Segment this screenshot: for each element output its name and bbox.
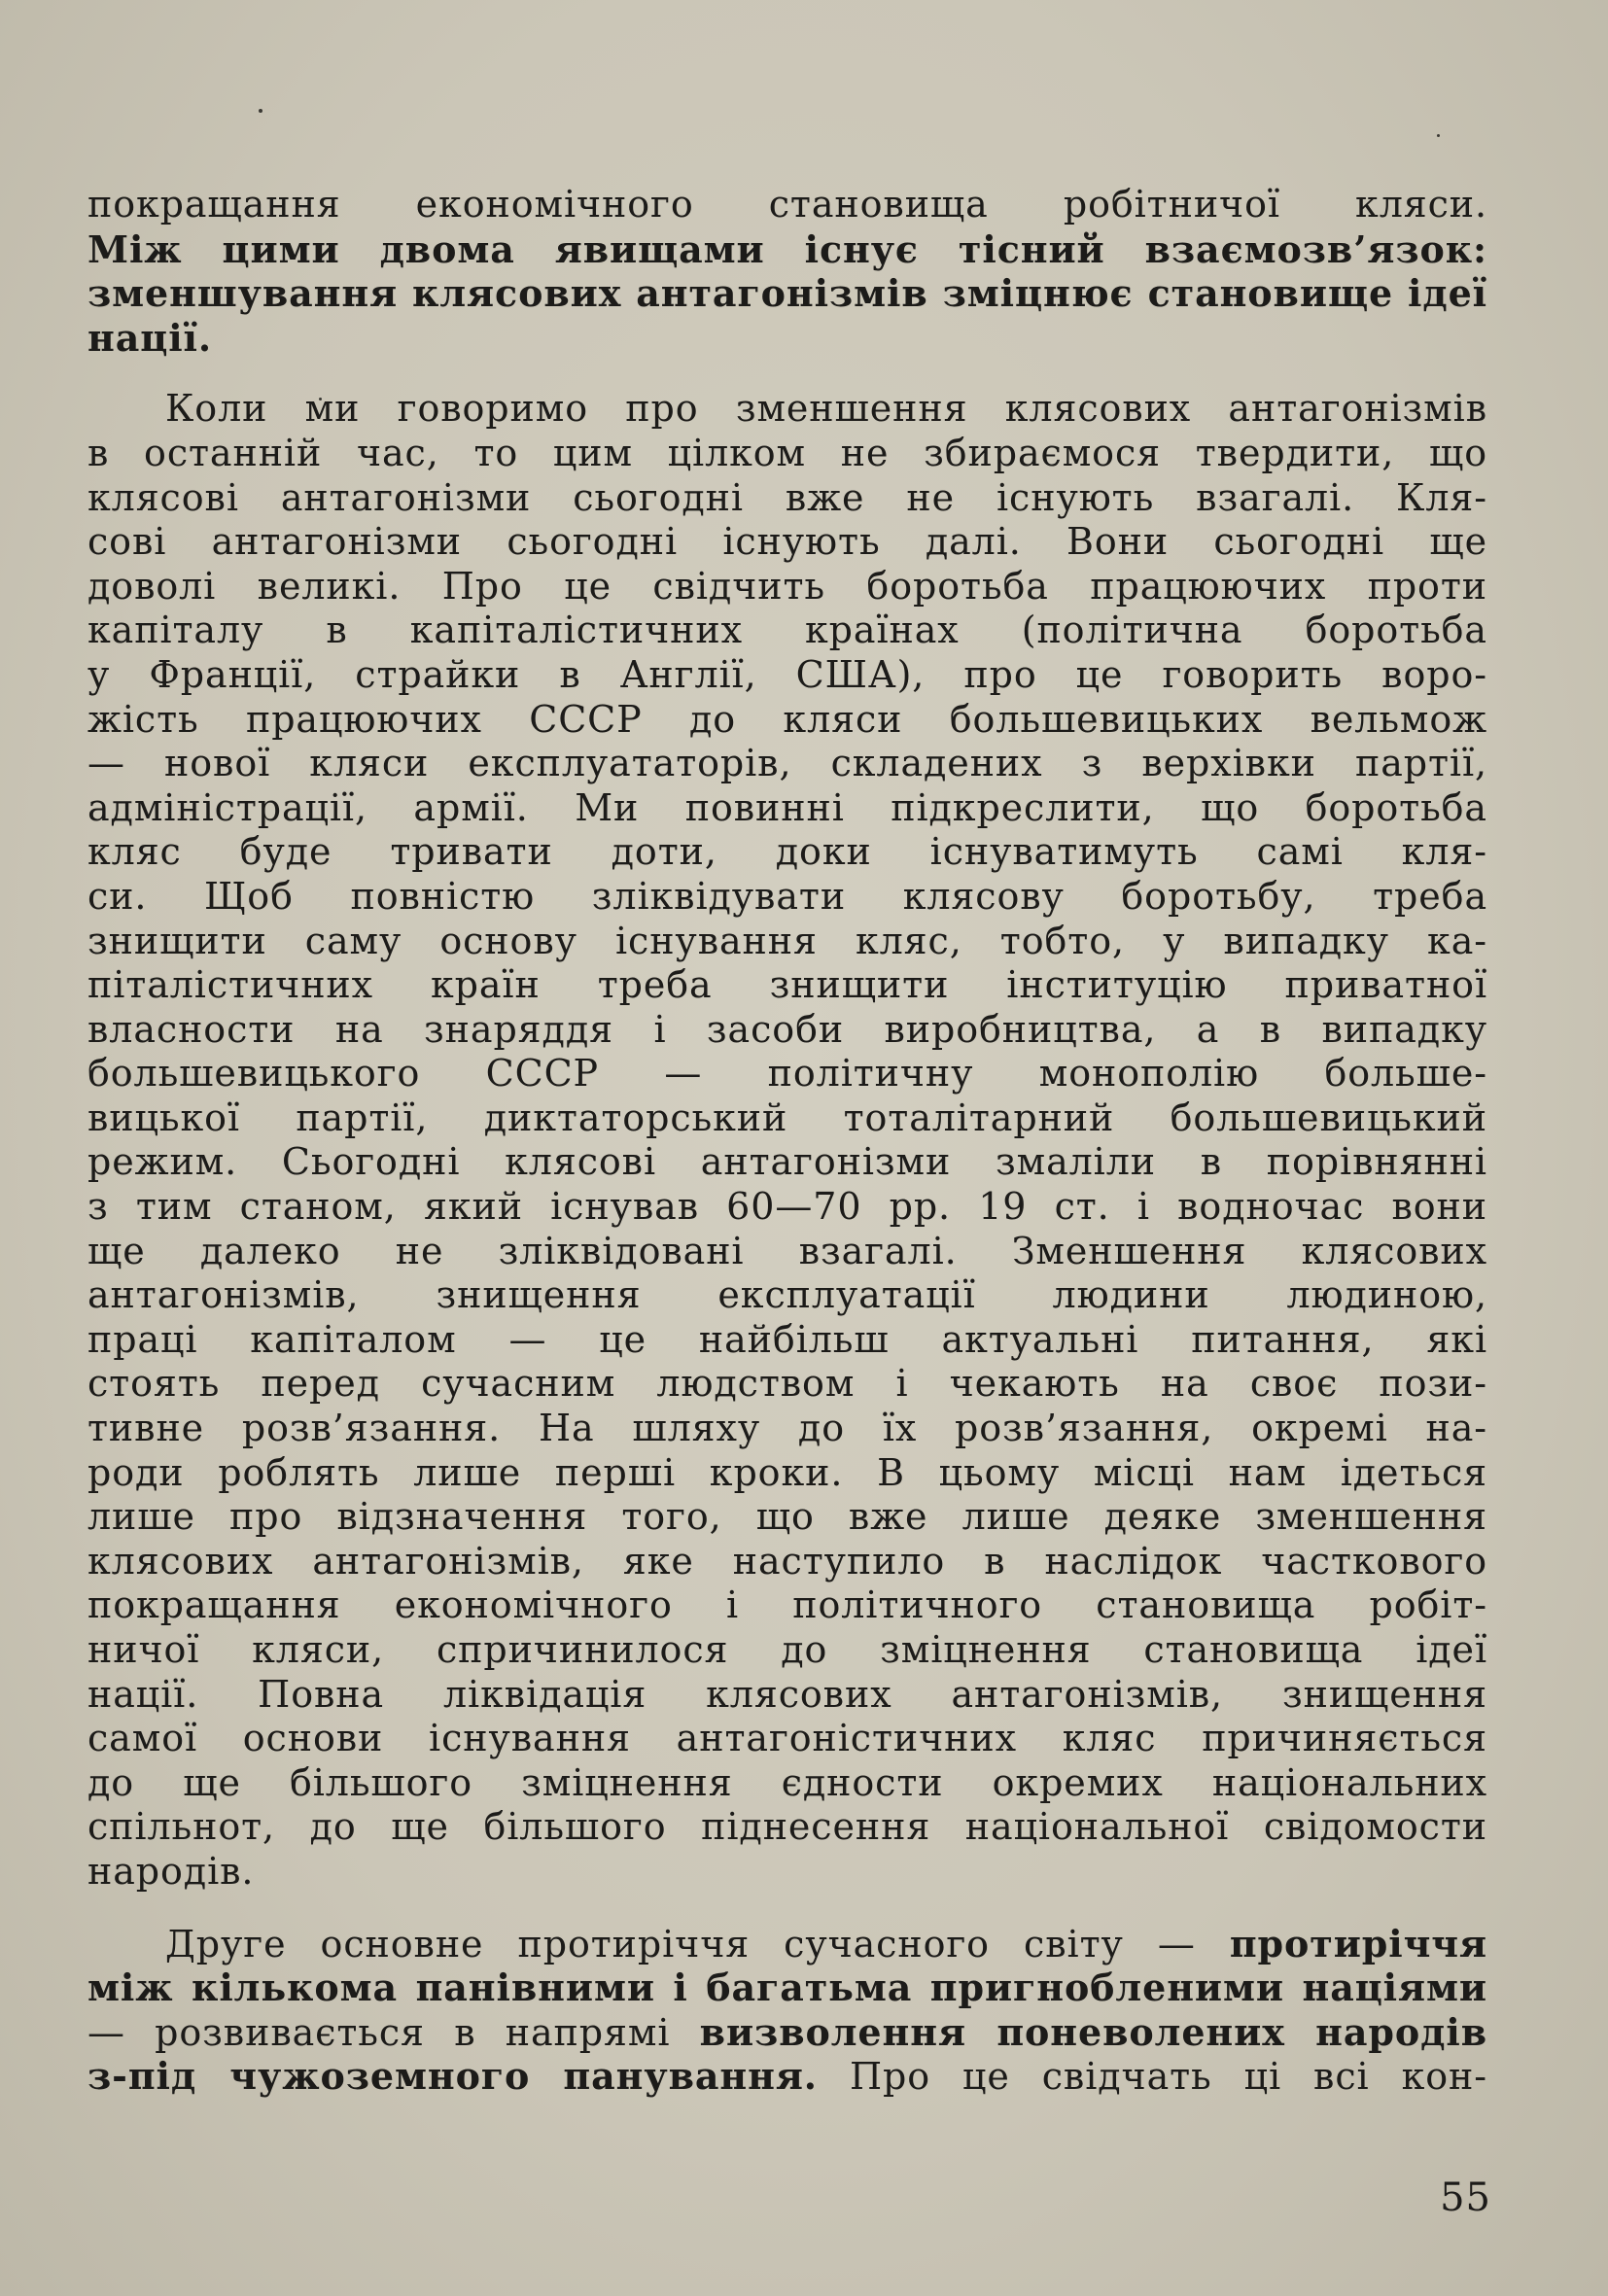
paragraph-2-line: знищити саму основу існування кляс, тобто, у випадку ка-: [87, 919, 1487, 962]
print-speck: [1437, 134, 1440, 137]
paragraph-3: [87, 1922, 1487, 2099]
paragraph-2-line: у Франції, страйки в Англії, США), про це говорить воро-: [87, 652, 1487, 696]
paragraph-3-line: Друге основне протиріччя сучасного світу — протиріччя: [165, 1921, 1487, 1966]
paragraph-2-line: до ще більшого зміцнення єдности окремих національних: [87, 1760, 1487, 1804]
paragraph-2-line: си. Щоб повністю зліквідувати клясову боротьбу, треба: [87, 874, 1487, 918]
paragraph-2-line: клясових антагонізмів, яке наступило в наслідок часткового: [87, 1539, 1487, 1583]
paragraph-2-line: вицької партії, диктаторський тоталітарний большевицький: [87, 1096, 1487, 1139]
paragraph-1-line: покращання економічного становища робітничої кляси.: [87, 183, 1487, 226]
paragraph-2-line: антагонізмів, знищення експлуатації людини людиною,: [87, 1273, 1487, 1317]
paragraph-2-line: доволі великі. Про це свідчить боротьба працюючих проти: [87, 564, 1487, 608]
paragraph-2-line: большевицького СССР — політичну монополію больше-: [87, 1052, 1487, 1096]
paragraph-2-line: роди роблять лише перші кроки. В цьому місці нам ідеться: [87, 1450, 1487, 1494]
paragraph-2-line: нації. Повна ліквідація клясових антагонізмів, знищення: [87, 1672, 1487, 1716]
paragraph-1-line: Між цими двома явищами існує тісний взаємозв’язок:: [87, 226, 1487, 271]
page-number: 55: [1440, 2175, 1491, 2220]
paragraph-3-line: з-під чужоземного панування. Про це свідчать ці всі кон-: [87, 2054, 1487, 2099]
paragraph-2-line: спільнот, до ще більшого піднесення національної свідомости: [87, 1805, 1487, 1849]
paragraph-2-line: капіталу в капіталістичних країнах (політична боротьба: [87, 609, 1487, 652]
paragraph-2-line: жість працюючих СССР до кляси большевицьких вельмож: [87, 697, 1487, 741]
paragraph-2-line: ничої кляси, спричинилося до зміцнення становища ідеї: [87, 1628, 1487, 1671]
paragraph-2-line: в останній час, то цим цілком не збираємося твердити, що: [87, 431, 1487, 474]
paragraph-2-line: клясові антагонізми сьогодні вже не існують взагалі. Кля-: [87, 475, 1487, 519]
paragraph-2-line: кляс буде тривати доти, доки існуватимуть самі кля-: [87, 830, 1487, 874]
paragraph-2-line: тивне розв’язання. На шляху до їх розв’язання, окремі на-: [87, 1407, 1487, 1450]
paragraph-2-line: народів.: [87, 1849, 255, 1893]
paragraph-1-line: зменшування клясових антагонізмів зміцнює становище ідеї: [87, 271, 1487, 316]
paragraph-2-line: піталістичних країн треба знищити інституцію приватної: [87, 963, 1487, 1007]
paragraph-2: [87, 387, 1487, 1894]
paragraph-3-line: між кількома панівними і багатьма пригнобленими націями: [87, 1966, 1487, 2010]
paragraph-2-line: Коли ми говоримо про зменшення клясових антагонізмів: [165, 387, 1487, 431]
paragraph-2-line: сові антагонізми сьогодні існують далі. Вони сьогодні ще: [87, 520, 1487, 564]
paragraph-2-line: власности на знаряддя і засоби виробництва, а в випадку: [87, 1007, 1487, 1051]
paragraph-3-line: — розвивається в напрямі визволення поневолених народів: [87, 2009, 1487, 2054]
paragraph-2-line: — нової кляси експлуататорів, складених з верхівки партії,: [87, 742, 1487, 785]
paragraph-2-line: самої основи існування антагоністичних кляс причиняється: [87, 1717, 1487, 1760]
page-body-text: [87, 183, 1487, 2099]
paragraph-2-line: стоять перед сучасним людством і чекають на своє пози-: [87, 1362, 1487, 1406]
paragraph-2-line: покращання економічного і політичного становища робіт-: [87, 1583, 1487, 1627]
print-speck: [259, 109, 262, 113]
paragraph-1-line: нації.: [87, 315, 213, 360]
paragraph-2-line: праці капіталом — це найбільш актуальні питання, які: [87, 1317, 1487, 1361]
paragraph-2-line: режим. Сьогодні клясові антагонізми змаліли в порівнянні: [87, 1140, 1487, 1184]
paragraph-2-line: з тим станом, який існував 60—70 рр. 19 ст. і водночас вони: [87, 1185, 1487, 1229]
paragraph-2-line: ще далеко не зліквідовані взагалі. Зменшення клясових: [87, 1229, 1487, 1272]
paragraph-2-line: адміністрації, армії. Ми повинні підкреслити, що боротьба: [87, 785, 1487, 829]
paragraph-2-line: лише про відзначення того, що вже лише деяке зменшення: [87, 1495, 1487, 1539]
